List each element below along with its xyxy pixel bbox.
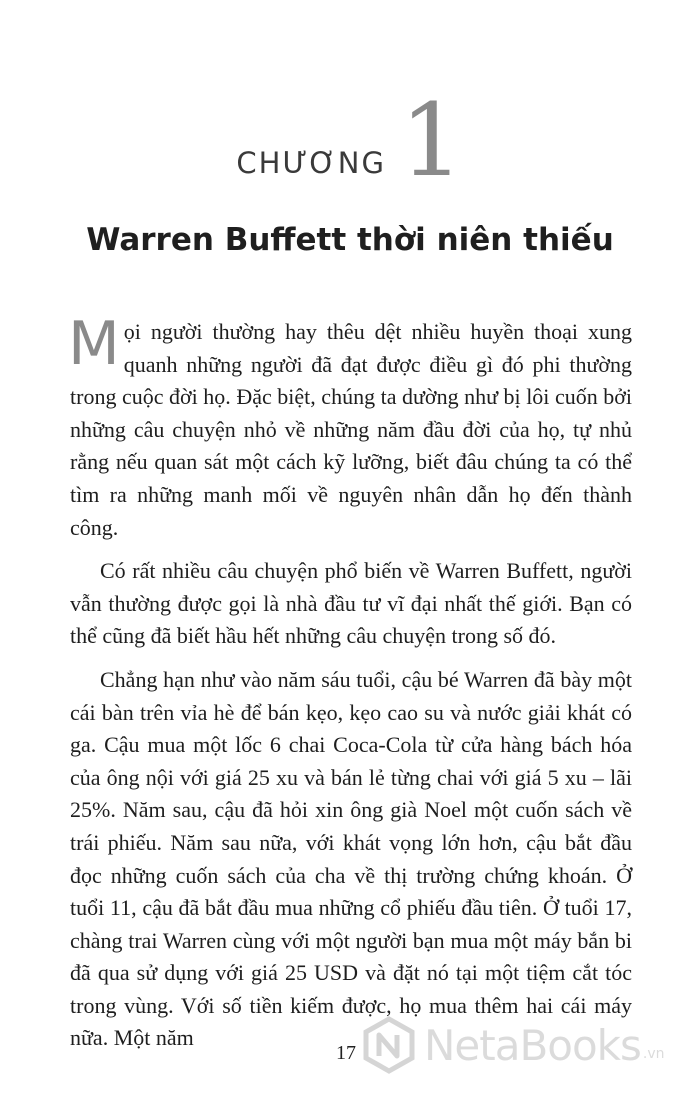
chapter-title: Warren Buffett thời niên thiếu bbox=[86, 222, 614, 258]
netabooks-logo-icon bbox=[360, 1016, 418, 1074]
netabooks-watermark bbox=[360, 1016, 664, 1074]
paragraph-1-text: ọi người thường hay thêu dệt nhiều huyền thoại xung quanh những người đã đạt được điều gì đó phi thường trong cuộc đời họ. Đặc biệt, chúng ta dường như bị lôi cuốn bởi những câu chuyện nhỏ về những năm đầu đời của họ, tự nhủ rằng nếu quan sát một cách kỹ lưỡng, biết đâu chúng ta có thể tìm ra những manh mối về nguyên nhân dẫn họ đến thành công. bbox=[70, 319, 632, 540]
watermark-brand: NetaBooks bbox=[424, 1020, 641, 1070]
page-number: 17 bbox=[336, 1042, 356, 1064]
chapter-number: 1 bbox=[399, 82, 464, 199]
chapter-heading bbox=[0, 82, 700, 199]
paragraph-1 bbox=[68, 309, 632, 544]
drop-cap: M bbox=[68, 309, 120, 379]
watermark-suffix: .vn bbox=[642, 1046, 665, 1062]
paragraph-2: Có rất nhiều câu chuyện phổ biến về Warren Buffett, người vẫn thường được gọi là nhà đầu tư vĩ đại nhất thế giới. Bạn có thể cũng đã biết hầu hết những câu chuyện trong số đó. bbox=[70, 558, 632, 649]
body-text bbox=[68, 309, 632, 1066]
paragraph-3: Chẳng hạn như vào năm sáu tuổi, cậu bé Warren đã bày một cái bàn trên vỉa hè để bán kẹo, kẹo cao su và nước giải khát có ga. Cậu mua một lốc 6 chai Coca-Cola từ cửa hàng bách hóa của ông nội với giá 25 xu và bán lẻ từng chai với giá 5 xu – lãi 25%. Năm sau, cậu đã hỏi xin ông già Noel một cuốn sách về trái phiếu. Năm sau nữa, với khát vọng lớn hơn, cậu bắt đầu đọc những cuốn sách của cha về thị trường chứng khoán. Ở tuổi 11, cậu đã bắt đầu mua những cổ phiếu đầu tiên. Ở tuổi 17, chàng trai Warren cùng với một người bạn mua một máy bắn bi đã qua sử dụng với giá 25 USD và đặt nó tại một tiệm cắt tóc trong vùng. Với số tiền kiếm được, họ mua thêm hai cái máy nữa. Một năm bbox=[70, 666, 632, 1051]
chapter-label: CHƯƠNG bbox=[236, 146, 386, 180]
